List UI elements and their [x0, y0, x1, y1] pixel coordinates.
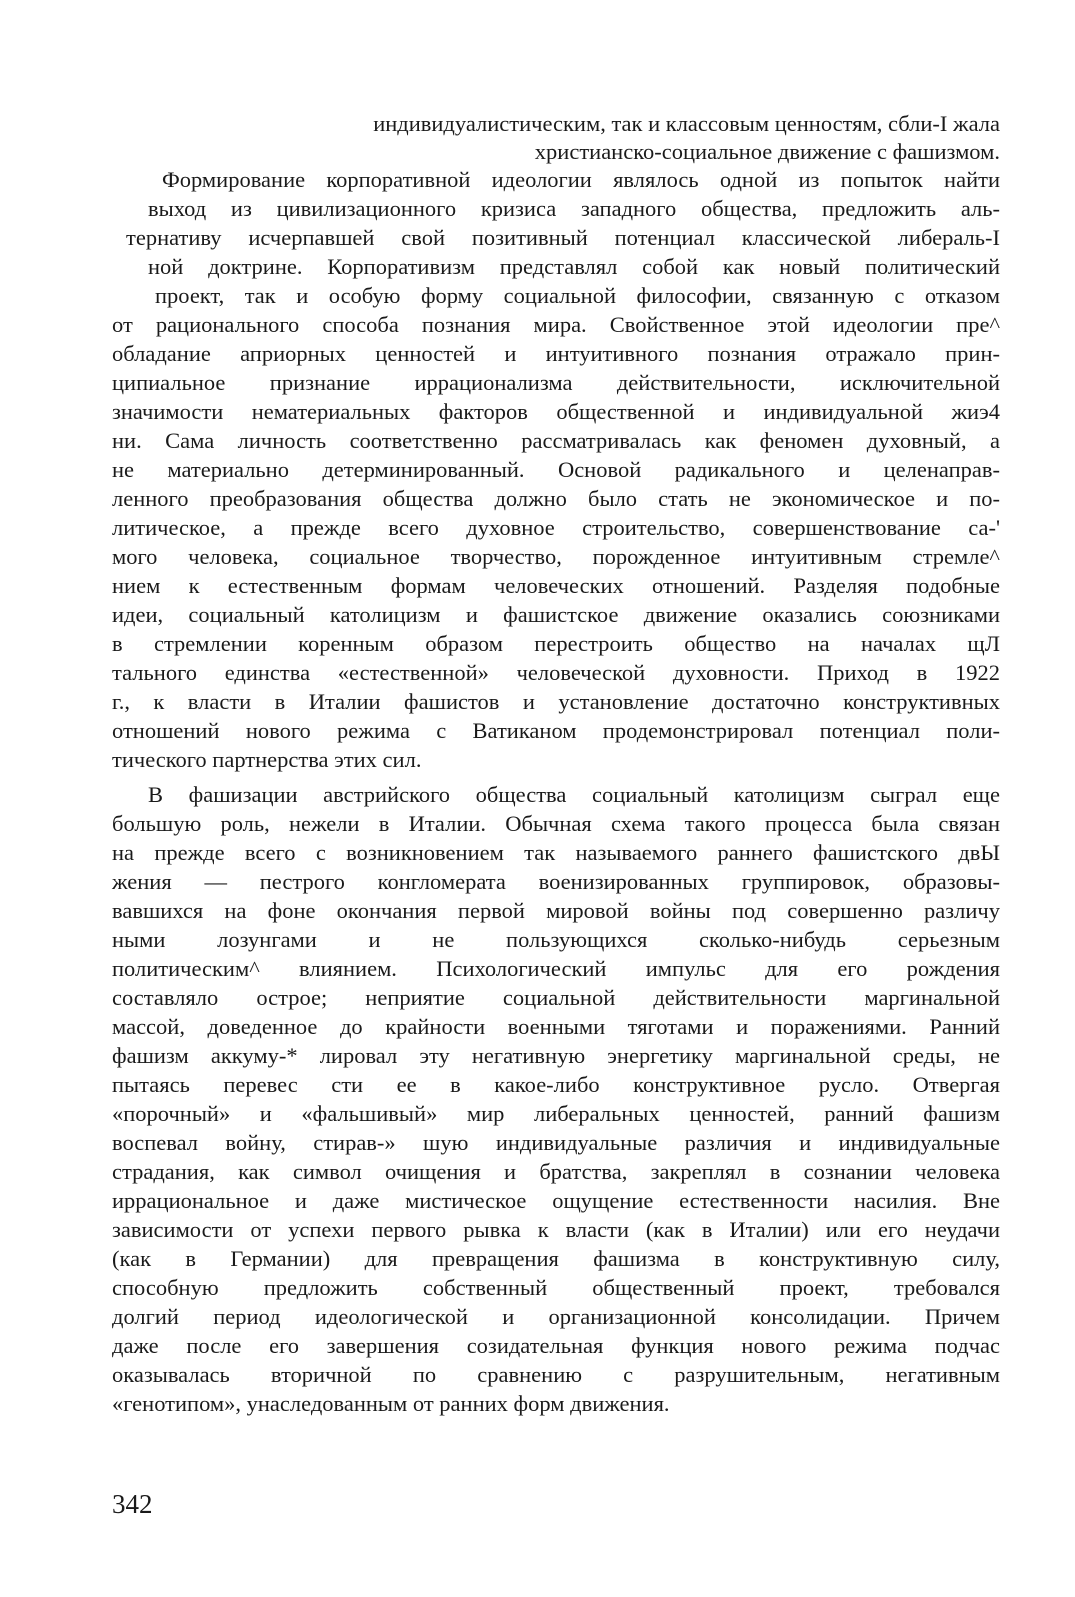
text-line: проект, так и особую форму социальной философии, связанную с отказом	[155, 283, 1000, 308]
text-line: пытаясь перевес сти ее в какое-либо конструктивное русло. Отвергая	[112, 1072, 1000, 1097]
text-line: политическим^ влиянием. Психологический импульс для его рождения	[112, 956, 1000, 981]
text-line: ципиальное признание иррационализма действительности, исключительной	[112, 370, 1000, 395]
text-line: литическое, а прежде всего духовное строительство, совершенствование са-'	[112, 515, 1000, 540]
text-line: христианско-социальное движение с фашизмом.	[534, 139, 1000, 164]
text-line: иррациональное и даже мистическое ощущение естественности насилия. Вне	[112, 1188, 1000, 1213]
text-line: массой, доведенное до крайности военными тяготами и поражениями. Ранний	[112, 1014, 1000, 1039]
text-line: страдания, как символ очищения и братства, закреплял в сознании человека	[112, 1159, 1000, 1184]
page-number: 342	[112, 1489, 153, 1519]
text-line: «генотипом», унаследованным от ранних форм движения.	[112, 1391, 670, 1416]
text-line: вавшихся на фоне окончания первой мировой войны под совершенно различу	[112, 898, 1000, 923]
text-line: выход из цивилизационного кризиса западного общества, предложить аль-	[148, 196, 1000, 221]
text-line: ными лозунгами и не пользующихся сколько-нибудь серьезным	[112, 927, 1000, 952]
text-line: «порочный» и «фальшивый» мир либеральных ценностей, ранний фашизм	[112, 1101, 1000, 1126]
text-line: идеи, социальный католицизм и фашистское движение оказались союзниками	[112, 602, 1000, 627]
text-line: индивидуалистическим, так и классовым ценностям, сбли-I жала	[373, 111, 1000, 136]
text-line: значимости нематериальных факторов общественной и индивидуальной жиэ4	[112, 399, 1000, 424]
text-line: тического партнерства этих сил.	[112, 747, 422, 772]
text-line: зависимости от успехи первого рывка к власти (как в Италии) или его неудачи	[112, 1217, 1000, 1242]
text-line: от рационального способа познания мира. Свойственное этой идеологии пре^	[112, 312, 1000, 337]
text-line: тернативу исчерпавшей свой позитивный потенциал классической либераль-I	[126, 225, 1000, 250]
text-line: даже после его завершения созидательная функция нового режима подчас	[112, 1333, 1000, 1358]
text-line: обладание априорных ценностей и интуитивного познания отражало прин-	[112, 341, 1000, 366]
text-line: способную предложить собственный общественный проект, требовался	[112, 1275, 1000, 1300]
text-line: фашизм аккуму-* лировал эту негативную энергетику маргинальной среды, не	[112, 1043, 1000, 1068]
text-line: ной доктрине. Корпоративизм представлял собой как новый политический	[148, 254, 1000, 279]
text-line: (как в Германии) для превращения фашизма в конструктивную силу,	[112, 1246, 1000, 1271]
text-line: на прежде всего с возникновением так называемого раннего фашистского двЫ	[112, 840, 1000, 865]
text-line: оказывалась вторичной по сравнению с разрушительным, негативным	[112, 1362, 1000, 1387]
text-line: мого человека, социальное творчество, порожденное интуитивным стремле^	[112, 544, 1000, 569]
text-line: нием к естественным формам человеческих отношений. Разделяя подобные	[112, 573, 1000, 598]
text-line: составляло острое; неприятие социальной действительности маргинальной	[112, 985, 1000, 1010]
text-line: не материально детерминированный. Основой радикального и целенаправ-	[112, 457, 1000, 482]
text-line: долгий период идеологической и организационной консолидации. Причем	[112, 1304, 1000, 1329]
text-line: ленного преобразования общества должно было стать не экономическое и по-	[112, 486, 1000, 511]
text-line: воспевал войну, стирав-» шую индивидуальные различия и индивидуальные	[112, 1130, 1000, 1155]
text-line: г., к власти в Италии фашистов и установление достаточно конструктивных	[112, 689, 1000, 714]
text-line: ни. Сама личность соответственно рассматривалась как феномен духовный, а	[112, 428, 1000, 453]
text-line: жения — пестрого конгломерата военизированных группировок, образовы-	[112, 869, 1000, 894]
text-line: В фашизации австрийского общества социальный католицизм сыграл еще	[148, 782, 1000, 807]
text-line: отношений нового режима с Ватиканом продемонстрировал потенциал поли-	[112, 718, 1000, 743]
text-line: Формирование корпоративной идеологии являлось одной из попыток найти	[162, 167, 1000, 192]
text-line: тального единства «естественной» человеческой духовности. Приход в 1922	[112, 660, 1000, 685]
text-line: большую роль, нежели в Италии. Обычная схема такого процесса была связан	[112, 811, 1000, 836]
text-line: в стремлении коренным образом перестроить общество на началах щЛ	[112, 631, 1000, 656]
